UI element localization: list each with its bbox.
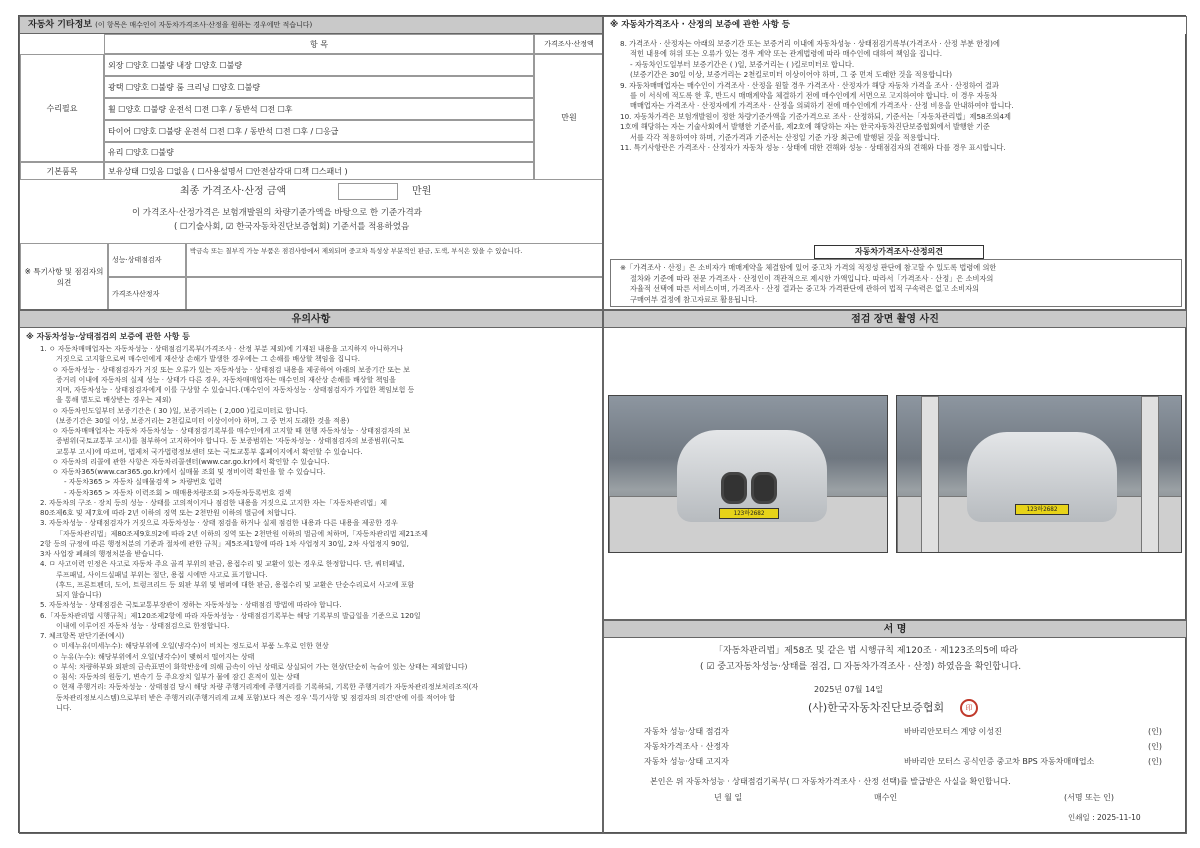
sign-date: 2025년 07월 14일 bbox=[814, 685, 883, 694]
note-line-17: 3. 자동차성능 · 상태점검자가 거짓으로 자동차성능 · 상태 점검을 하거나 실제 점검한 내용과 다른 내용을 제공한 경우 bbox=[40, 519, 398, 528]
final-price-label: 최종 가격조사·산정 금액 bbox=[180, 186, 287, 197]
photos-title: 점검 장면 촬영 사진 bbox=[604, 311, 1186, 328]
note-line-5: 을 통해 별도로 배상받는 경우는 제외) bbox=[56, 396, 172, 405]
vehicle-other-info-header bbox=[20, 17, 602, 34]
col-price-header: 가격조사·산정액 bbox=[534, 34, 603, 54]
note-line-13: - 자동차365 > 자동차 실매물검색 > 차량번호 입력 bbox=[64, 478, 223, 487]
inspection-form-page bbox=[18, 15, 1186, 833]
guarantee-line-5: 를 이 서식에 적도록 한 후, 반드시 매매계약을 체결하기 전에 매수인에게 서면으로 고지하여야 합니다. 이 경우 자동차 bbox=[630, 91, 998, 100]
note-line-24: 되지 않습니다) bbox=[56, 591, 102, 599]
guarantee-line-2: - 자동차인도일부터 보증기간은 ( )일, 보증거리는 ( )킬로미터로 합니다. bbox=[630, 59, 855, 69]
sign-ymd: 년 월 일 bbox=[714, 793, 743, 802]
rear-plate: 123하2682 bbox=[1015, 504, 1069, 515]
note-line-26: 6.「자동차관리법 시행규칙」제120조제2항에 따라 자동차성능 · 상태점검기록부는 해당 기록부의 발급일을 기준으로 120일 bbox=[40, 611, 421, 620]
repair-row-glass: 유리 ☐양호 ☐불량 bbox=[104, 142, 534, 162]
note-line-14: - 자동차365 > 자동차 이력조회 > 매매용차량조회 >자동차등록번호 검색 bbox=[64, 488, 292, 497]
guarantee-line-9: 서를 각각 적용하여야 하며, 기준가격과 기준서는 산정일 기준 가장 최근에 발행된 것을 적용합니다. bbox=[630, 132, 940, 142]
opinion-line-3: 구매여부 결정에 참고자료로 활용됩니다. bbox=[630, 294, 758, 304]
note-line-28: 7. 체크항목 판단기준(예시) bbox=[40, 632, 125, 640]
sign-role-0-mark: (인) bbox=[1148, 727, 1162, 736]
note-line-15: 2. 자동차의 구조 · 장치 등의 성능 · 상태를 고의적이거나 점검한 내용을 거짓으로 고지한 자는「자동차관리법」제 bbox=[40, 498, 388, 507]
basic-items-row: 보유상태 ☐있음 ☐없음 ( ☐사용설명서 ☐안전삼각대 ☐잭 ☐스패너 ) bbox=[104, 162, 534, 180]
note-line-18: 「자동차관리법」제80조제9호의2에 따라 2년 이하의 징역 또는 2천만원 이하의 벌금에 처하며,「자동차관리법 제21조제 bbox=[56, 529, 428, 538]
repair-row-exterior: 외장 ☐양호 ☐불량 내장 ☐양호 ☐불량 bbox=[104, 54, 534, 76]
repair-row-wheel: 휠 ☐양호 ☐불량 운전석 ☐전 ☐후 / 동반석 ☐전 ☐후 bbox=[104, 98, 534, 120]
final-price-unit: 만원 bbox=[412, 186, 432, 197]
sign-role-0-name: 바바리안모터스 계양 이성진 bbox=[904, 727, 1002, 736]
basic-items-label: 기본품목 bbox=[20, 162, 104, 180]
vehicle-other-info-title: 자동차 기타정보 bbox=[28, 20, 92, 30]
basis-line-1: 이 가격조사·산정가격은 보험개발원의 차량기준가액을 바탕으로 한 기준가격과 bbox=[132, 208, 422, 218]
guarantee-line-0: 8. 가격조사 · 산정자는 아래의 보증기간 또는 보증거리 이내에 자동차성능 · 상태점검기록부(가격조사 · 산정 부분 한정)에 bbox=[620, 39, 1000, 48]
note-line-25: 5. 자동차성능 · 상태점검은 국토교통부장관이 정하는 자동차성능 · 상태점검 방법에 따라야 합니다. bbox=[40, 601, 342, 610]
note-line-19: 2항 등의 규정에 따른 행정처분의 기준과 절차에 관한 규칙」제5조제1항에 따라 1차 사업정지 30일, 2차 사업정지 90일, bbox=[40, 539, 409, 548]
price-unit-won: 만원 bbox=[534, 54, 603, 180]
note-line-6: ㅇ 자동차인도일부터 보증기간은 ( 30 )일, 보증거리는 ( 2,000 )킬로미터로 합니다. bbox=[52, 406, 308, 415]
note-line-32: ㅇ 침식: 자동차의 원동기, 변속기 등 주요장치 일부가 물에 잠긴 흔적이 있는 상태 bbox=[52, 673, 300, 681]
sign-buyer-mark: (서명 또는 인) bbox=[1064, 793, 1114, 802]
signature-panel bbox=[603, 620, 1187, 834]
note-line-30: ㅇ 누유(누수): 해당부위에서 오일(냉각수)이 맺혀서 떨어지는 상태 bbox=[52, 652, 255, 661]
sign-role-2-role: 자동차 성능·상태 고지자 bbox=[644, 757, 729, 766]
repair-row-tire: 타이어 ☐양호 ☐불량 운전석 ☐전 ☐후 / 동반석 ☐전 ☐후 / ☐응급 bbox=[104, 120, 534, 142]
rear-car-photo bbox=[896, 395, 1182, 553]
note-line-22: 루프패널, 사이드실패널 부위는 절단, 용접 시에만 사고로 표기합니다. bbox=[56, 570, 268, 579]
notes-title: 유의사항 bbox=[20, 311, 602, 328]
price-guarantee-title: ※ 자동차가격조사 · 산정의 보증에 관한 사항 등 bbox=[604, 17, 1186, 34]
note-line-7: (보증기간은 30일 이상, 보증거리는 2천킬로미터 이상이어야 하며, 그 중 먼저 도래한 것을 적용) bbox=[56, 416, 350, 425]
note-line-9: 증범위(국토교통부 고시)를 첨부하여 고지하여야 합니다. 동 보증범위는 '자동차성능 · 상태점검자의 보증범위(국토 bbox=[56, 437, 404, 446]
repair-label: 수리필요 bbox=[20, 54, 104, 162]
note-line-12: ㅇ 자동차365(www.car365.go.kr)에서 실매물 조회 및 정비이력 확인을 할 수 있습니다. bbox=[52, 468, 326, 476]
note-line-1: 거짓으로 고지함으로써 매수인에게 재산상 손해가 발생한 경우에는 그 손해를 배상할 책임을 집니다. bbox=[56, 355, 360, 364]
special-row-inspector-label: 성능·상태점검자 bbox=[108, 243, 186, 277]
vehicle-other-info-panel bbox=[19, 16, 603, 310]
sign-line-1: 「자동차관리법」제58조 및 같은 법 시행규칙 제120조 · 제123조의5에 따라 bbox=[714, 646, 1018, 656]
note-line-2: ㅇ 자동차성능 · 상태점검자가 거짓 또는 오류가 있는 자동차성능 · 상태점검 내용을 제공하여 아래의 보증기간 또는 보 bbox=[52, 365, 410, 374]
note-line-8: ㅇ 자동차매매업자는 자동차 자동차성능 · 상태점검기록부를 매수인에게 고지할 때 현행 자동차성능 · 상태점검자의 보 bbox=[52, 427, 410, 435]
note-line-29: ㅇ 미세누유(미세누수): 해당부위에 오일(냉각수)이 비치는 정도로서 부품 노후로 인한 현상 bbox=[52, 642, 329, 651]
guarantee-line-8: 1호에 해당하는 자는 기술사회에서 발행한 기준서를, 제2호에 해당하는 자는 한국자동차진단보증협회에서 발행한 기준 bbox=[620, 122, 990, 132]
final-price-box bbox=[338, 183, 398, 200]
sign-role-2-name: 바바리안 모터스 공식인증 중고차 BPS 자동차매매업소 bbox=[904, 757, 1095, 766]
repair-row-gloss: 광택 ☐양호 ☐불량 룸 크리닝 ☐양호 ☐불량 bbox=[104, 76, 534, 98]
guarantee-line-4: 9. 자동차매매업자는 매수인이 가격조사 · 산정을 원할 경우 가격조사 · 산정자가 해당 자동차 가격을 조사 · 산정하여 결과 bbox=[620, 80, 999, 90]
organization-seal: 印 bbox=[960, 699, 978, 717]
photos-panel bbox=[603, 310, 1187, 620]
guarantee-line-7: 10. 자동차가격은 보험개발원이 정한 차량기준가액을 기준가격으로 조사 · 산정하되, 기준서는「자동차관리법」제58조의4제 bbox=[620, 111, 1011, 121]
sign-organization: (사)한국자동차진단보증협회 bbox=[808, 701, 945, 714]
signature-title: 서 명 bbox=[604, 621, 1186, 638]
col-item-header: 항 목 bbox=[104, 34, 534, 54]
notes-panel bbox=[19, 310, 603, 834]
sign-role-1-role: 자동차가격조사 · 산정자 bbox=[644, 742, 729, 751]
note-line-4: 지며, 자동차성능 · 상태점검자에게 이를 구상할 수 있습니다.(매수인이 자동차성능 · 상태점검자가 가입한 책임보험 등 bbox=[56, 386, 415, 394]
guarantee-line-10: 11. 특기사항란은 가격조사 · 산정자가 자동차 성능 · 상태에 대한 견해와 성능 · 상태점검자의 견해와 다를 경우 표시합니다. bbox=[620, 143, 1006, 152]
guarantee-line-3: (보증기간은 30일 이상, 보증거리는 2천킬로미터 이상이어야 하며, 그 중 먼저 도래한 것을 적용합니다) bbox=[630, 70, 953, 80]
note-line-33: ㅇ 현재 주행거리: 자동차성능 · 상태점검 당시 해당 차량 주행거리계에 주행거리를 기록하되, 기록한 주행거리가 자동차관리정보처리조직(자 bbox=[52, 683, 479, 692]
sign-buyer: 매수인 bbox=[874, 793, 898, 802]
special-row-appraiser-text bbox=[186, 277, 603, 310]
note-line-21: 4. ㅁ 사고이력 인정은 사고로 자동차 주요 골격 부위의 판금, 용접수리 및 교환이 있는 경우로 한정합니다. 단, 쿼터패널, bbox=[40, 560, 405, 569]
special-row-appraiser-label: 가격조사산정자 bbox=[108, 277, 186, 310]
special-row-inspector-text: 박금속 또는 칠부직 가능 부품은 점검사항에서 제외되며 중고차 특성상 부분적인 판금, 도색, 부식은 있을 수 있습니다. bbox=[186, 243, 603, 277]
sign-confirm: 본인은 위 자동차성능 · 상태점검기록부( ☐ 자동차가격조사 · 산정 선택)를 발급받은 사실을 확인합니다. bbox=[650, 777, 1011, 786]
opinion-line-1: 절차와 기준에 따라 전문 가격조사 · 산정인이 객관적으로 제시한 가액입니다. 따라서「가격조사 · 산정」은 소비자의 bbox=[630, 273, 994, 283]
note-line-0: 1. ㅇ 자동차매매업자는 자동차성능 · 상태점검기록부(가격조사 · 산정 부분 제외)에 기재된 내용을 고지하지 아니하거나 bbox=[40, 345, 404, 353]
note-line-31: ㅇ 부식: 차량하부와 외판의 금속표면이 화학반응에 의해 금속이 아닌 상태로 상실되어 가는 현상(단순히 녹슬어 있는 상태는 제외합니다) bbox=[52, 662, 468, 671]
note-line-16: 80조제6호 및 제7호에 따라 2년 이하의 징역 또는 2천만원 이하의 벌금에 처합니다. bbox=[40, 509, 297, 517]
front-car-photo bbox=[608, 395, 888, 553]
note-line-11: ㅇ 자동차의 리콜에 관한 사항은 자동차리콜센터(www.car.go.kr)에서 확인할 수 있습니다. bbox=[52, 457, 330, 466]
notes-subtitle: ※ 자동차성능·상태점검의 보증에 관한 사항 등 bbox=[26, 332, 190, 341]
note-line-23: (후드, 프론트펜더, 도어, 트렁크리드 등 외판 부위 및 범퍼에 대한 판금, 용접수리 및 교환은 단순수리로서 사고에 포함 bbox=[56, 580, 415, 589]
note-line-20: 3차 사업장 폐쇄의 행정처분을 받습니다. bbox=[40, 550, 164, 558]
opinion-line-2: 자율적 선택에 따른 서비스이며, 가격조사 · 산정 결과는 중고차 가격판단에 관하여 법적 구속력은 없고 소비자의 bbox=[630, 284, 980, 293]
vehicle-other-info-note: (이 항목은 매수인이 자동차가격조사·산정을 원하는 경우에만 적습니다) bbox=[95, 21, 313, 29]
note-line-3: 증거리 이내에 자동차의 실제 성능 · 상태가 다른 경우, 자동차매매업자는 매수인의 재산상 손해를 배상할 책임을 bbox=[56, 375, 396, 384]
special-notes-label: ※ 특기사항 및 점검자의 의견 bbox=[20, 243, 108, 310]
opinion-line-0: ※「가격조사 · 산정」은 소비자가 매매계약을 체결함에 있어 중고차 가격의 적정성 판단에 참고할 수 있도록 법령에 의한 bbox=[620, 263, 997, 272]
sign-role-2-mark: (인) bbox=[1148, 757, 1162, 766]
sign-role-0-role: 자동차 성능·상태 점검자 bbox=[644, 727, 729, 736]
sign-line-2: ( ☑ 중고자동차성능·상태를 점검, ☐ 자동차가격조사 · 산정) 하였음을 확인합니다. bbox=[700, 662, 1022, 672]
note-line-10: 교통부 고시)에 따르며, 법제처 국가법령정보센터 또는 국토교통부 홈페이지에서 확인할 수 있습니다. bbox=[56, 447, 363, 456]
note-line-35: 니다. bbox=[56, 703, 72, 712]
note-line-34: 동차관리정보시스템)으로부터 받은 주행거리(주행거리계 교체 포함)보다 적은 경우 '특기사항 및 점검자의 의견'란에 이를 적어야 합 bbox=[56, 693, 456, 702]
sign-role-1-mark: (인) bbox=[1148, 742, 1162, 751]
price-guarantee-panel bbox=[603, 16, 1187, 310]
basis-line-2: ( ☐기술사회, ☑ 한국자동차진단보증협회) 기준서를 적용하였음 bbox=[174, 222, 410, 232]
guarantee-line-1: 적힌 내용에 허위 또는 오류가 있는 경우 계약 또는 관계법령에 따라 매수인에 대하여 책임을 집니다. bbox=[630, 49, 942, 59]
front-plate: 123하2682 bbox=[719, 508, 779, 519]
opinion-title: 자동차가격조사·산정의견 bbox=[814, 245, 984, 259]
note-line-27: 이내에 이루어진 자동차 성능 · 상태점검으로 한정합니다. bbox=[56, 621, 230, 630]
print-date: 인쇄일 : 2025-11-10 bbox=[1068, 813, 1141, 822]
guarantee-line-6: 매매업자는 가격조사 · 산정자에게 가격조사 · 산정을 의뢰하기 전에 매수인에게 가격조사 · 산정 비용을 안내하여야 합니다. bbox=[630, 101, 1014, 111]
